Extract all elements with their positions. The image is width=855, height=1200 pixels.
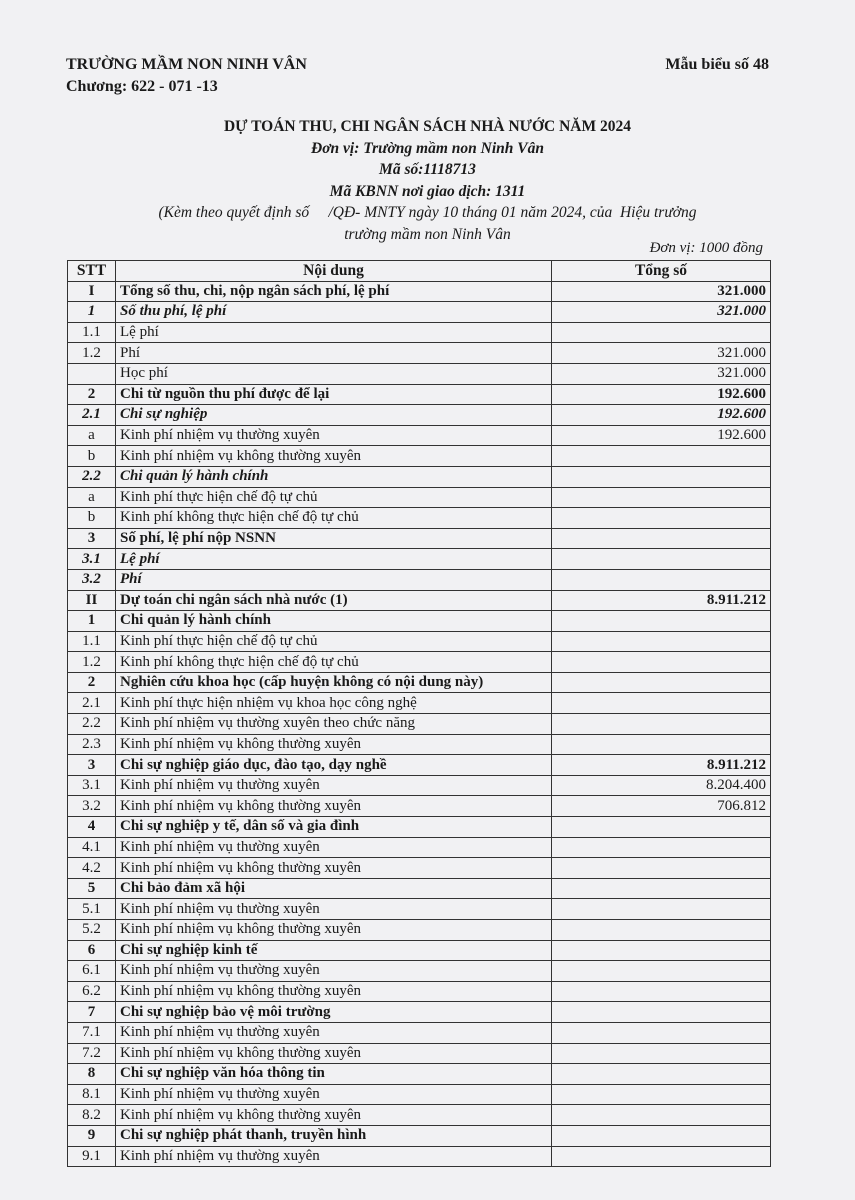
- table-row: [68, 817, 771, 838]
- row-content: Kinh phí nhiệm vụ không thường xuyên: [116, 1105, 552, 1126]
- row-content: Kinh phí nhiệm vụ thường xuyên: [116, 1084, 552, 1105]
- row-total: 192.600: [552, 405, 771, 426]
- chapter-code: Chương: 622 - 071 -13: [66, 78, 218, 95]
- row-content: Học phí: [116, 363, 552, 384]
- row-total: [552, 899, 771, 920]
- row-content: Chi sự nghiệp: [116, 405, 552, 426]
- row-total: [552, 878, 771, 899]
- header-stt: STT: [68, 261, 116, 282]
- table-row: [68, 508, 771, 529]
- row-stt: 7.1: [68, 1022, 116, 1043]
- row-total: [552, 981, 771, 1002]
- row-content: Kinh phí nhiệm vụ không thường xuyên: [116, 1043, 552, 1064]
- table-row: [68, 384, 771, 405]
- table-row: [68, 940, 771, 961]
- row-content: Chi bảo đảm xã hội: [116, 878, 552, 899]
- row-content: Chi sự nghiệp bảo vệ môi trường: [116, 1002, 552, 1023]
- table-row: [68, 775, 771, 796]
- row-content: Lệ phí: [116, 549, 552, 570]
- form-number: Mẫu biểu số 48: [665, 56, 769, 73]
- table-row: [68, 1064, 771, 1085]
- row-total: 192.600: [552, 384, 771, 405]
- row-total: [552, 817, 771, 838]
- row-stt: 5.1: [68, 899, 116, 920]
- row-content: Kinh phí nhiệm vụ thường xuyên: [116, 1022, 552, 1043]
- row-content: Kinh phí nhiệm vụ không thường xuyên: [116, 858, 552, 879]
- row-content: Chi sự nghiệp y tế, dân số và gia đình: [116, 817, 552, 838]
- row-stt: 9.1: [68, 1146, 116, 1167]
- row-stt: b: [68, 446, 116, 467]
- row-stt: 3.1: [68, 549, 116, 570]
- row-stt: 8.2: [68, 1105, 116, 1126]
- table-row: [68, 487, 771, 508]
- row-content: Kinh phí nhiệm vụ thường xuyên: [116, 425, 552, 446]
- row-content: Tổng số thu, chi, nộp ngân sách phí, lệ phí: [116, 281, 552, 302]
- row-stt: 5: [68, 878, 116, 899]
- row-stt: 7.2: [68, 1043, 116, 1064]
- row-stt: 2.2: [68, 714, 116, 735]
- table-row: [68, 446, 771, 467]
- row-content: Chi quản lý hành chính: [116, 611, 552, 632]
- row-total: 321.000: [552, 302, 771, 323]
- row-total: 8.911.212: [552, 755, 771, 776]
- row-content: Kinh phí thực hiện chế độ tự chủ: [116, 631, 552, 652]
- table-row: [68, 1084, 771, 1105]
- row-stt: 8.1: [68, 1084, 116, 1105]
- row-stt: 6.1: [68, 961, 116, 982]
- row-stt: a: [68, 425, 116, 446]
- row-content: Kinh phí nhiệm vụ thường xuyên: [116, 837, 552, 858]
- row-content: Kinh phí không thực hiện chế độ tự chủ: [116, 508, 552, 529]
- table-row: [68, 878, 771, 899]
- budget-table: [67, 260, 771, 1167]
- table-row: [68, 961, 771, 982]
- document-title: DỰ TOÁN THU, CHI NGÂN SÁCH NHÀ NƯỚC NĂM 2024: [223, 118, 632, 135]
- table-row: [68, 590, 771, 611]
- row-total: [552, 1002, 771, 1023]
- row-content: Chi sự nghiệp phát thanh, truyền hình: [116, 1125, 552, 1146]
- table-row: [68, 322, 771, 343]
- table-row: [68, 1043, 771, 1064]
- row-total: 8.204.400: [552, 775, 771, 796]
- row-content: Kinh phí nhiệm vụ thường xuyên: [116, 1146, 552, 1167]
- row-stt: 5.2: [68, 920, 116, 941]
- table-row: [68, 631, 771, 652]
- row-stt: 4: [68, 817, 116, 838]
- row-stt: 3.2: [68, 796, 116, 817]
- row-content: Chi quản lý hành chính: [116, 466, 552, 487]
- row-content: Lệ phí: [116, 322, 552, 343]
- row-content: Phí: [116, 343, 552, 364]
- row-total: [552, 322, 771, 343]
- row-total: [552, 858, 771, 879]
- row-total: [552, 652, 771, 673]
- row-content: Kinh phí nhiệm vụ thường xuyên: [116, 775, 552, 796]
- row-total: [552, 1125, 771, 1146]
- unit-name: Đơn vị: Trường mầm non Ninh Vân: [311, 139, 544, 157]
- row-total: [552, 940, 771, 961]
- table-row: [68, 1146, 771, 1167]
- table-row: [68, 528, 771, 549]
- row-total: [552, 446, 771, 467]
- row-content: Kinh phí thực hiện chế độ tự chủ: [116, 487, 552, 508]
- table-row: [68, 343, 771, 364]
- row-total: 321.000: [552, 281, 771, 302]
- table-row: [68, 837, 771, 858]
- row-content: Kinh phí nhiệm vụ thường xuyên: [116, 961, 552, 982]
- row-content: Kinh phí thực hiện nhiệm vụ khoa học công nghệ: [116, 693, 552, 714]
- row-stt: 2.1: [68, 693, 116, 714]
- row-content: Chi sự nghiệp văn hóa thông tin: [116, 1064, 552, 1085]
- row-total: [552, 1022, 771, 1043]
- row-total: [552, 487, 771, 508]
- row-stt: 2.1: [68, 405, 116, 426]
- row-content: Kinh phí nhiệm vụ không thường xuyên: [116, 796, 552, 817]
- row-total: [552, 508, 771, 529]
- row-content: Số phí, lệ phí nộp NSNN: [116, 528, 552, 549]
- row-total: [552, 611, 771, 632]
- row-content: Kinh phí nhiệm vụ không thường xuyên: [116, 920, 552, 941]
- table-row: [68, 1002, 771, 1023]
- table-row: [68, 796, 771, 817]
- row-total: [552, 734, 771, 755]
- table-row: [68, 899, 771, 920]
- table-row: [68, 1022, 771, 1043]
- row-total: [552, 920, 771, 941]
- row-total: [552, 714, 771, 735]
- row-stt: 1.1: [68, 322, 116, 343]
- treasury-code: Mã KBNN nơi giao dịch: 1311: [329, 182, 526, 200]
- row-content: Chi sự nghiệp giáo dục, đào tạo, dạy nghề: [116, 755, 552, 776]
- row-content: Kinh phí nhiệm vụ không thường xuyên: [116, 734, 552, 755]
- row-total: [552, 466, 771, 487]
- row-content: Kinh phí nhiệm vụ thường xuyên theo chức năng: [116, 714, 552, 735]
- row-stt: 3.2: [68, 569, 116, 590]
- row-total: [552, 961, 771, 982]
- row-stt: 1.2: [68, 652, 116, 673]
- table-row: [68, 652, 771, 673]
- row-total: [552, 1084, 771, 1105]
- decision-line-2: trường mầm non Ninh Vân: [344, 225, 511, 243]
- row-stt: 1.1: [68, 631, 116, 652]
- row-total: 192.600: [552, 425, 771, 446]
- table-row: [68, 611, 771, 632]
- row-stt: 6.2: [68, 981, 116, 1002]
- currency-unit: Đơn vị: 1000 đồng: [649, 240, 763, 256]
- row-total: 321.000: [552, 343, 771, 364]
- row-stt: 2: [68, 672, 116, 693]
- row-stt: 3: [68, 755, 116, 776]
- table-row: [68, 281, 771, 302]
- row-stt: 1: [68, 302, 116, 323]
- row-content: Phí: [116, 569, 552, 590]
- header-left: [66, 54, 307, 98]
- row-content: Kinh phí nhiệm vụ không thường xuyên: [116, 446, 552, 467]
- row-stt: [68, 363, 116, 384]
- table-row: [68, 549, 771, 570]
- row-stt: b: [68, 508, 116, 529]
- row-stt: 1.2: [68, 343, 116, 364]
- school-name: TRƯỜNG MẦM NON NINH VÂN: [66, 56, 307, 73]
- row-total: [552, 693, 771, 714]
- row-content: Số thu phí, lệ phí: [116, 302, 552, 323]
- row-content: Kinh phí nhiệm vụ không thường xuyên: [116, 981, 552, 1002]
- row-content: Dự toán chi ngân sách nhà nước (1): [116, 590, 552, 611]
- row-stt: 7: [68, 1002, 116, 1023]
- row-stt: 6: [68, 940, 116, 961]
- table-row: [68, 363, 771, 384]
- table-row: [68, 981, 771, 1002]
- row-stt: 9: [68, 1125, 116, 1146]
- title-block: [0, 116, 855, 245]
- table-row: [68, 714, 771, 735]
- row-content: Kinh phí nhiệm vụ thường xuyên: [116, 899, 552, 920]
- row-stt: 8: [68, 1064, 116, 1085]
- row-total: [552, 672, 771, 693]
- table-row: [68, 569, 771, 590]
- row-total: [552, 569, 771, 590]
- table-row: [68, 466, 771, 487]
- row-content: Kinh phí không thực hiện chế độ tự chủ: [116, 652, 552, 673]
- row-stt: I: [68, 281, 116, 302]
- row-total: [552, 1105, 771, 1126]
- table-row: [68, 755, 771, 776]
- table-row: [68, 302, 771, 323]
- row-content: Nghiên cứu khoa học (cấp huyện không có nội dung này): [116, 672, 552, 693]
- table-row: [68, 693, 771, 714]
- row-total: 321.000: [552, 363, 771, 384]
- table-row: [68, 858, 771, 879]
- row-total: [552, 1064, 771, 1085]
- row-stt: a: [68, 487, 116, 508]
- row-total: [552, 528, 771, 549]
- table-row: [68, 425, 771, 446]
- table-header-row: [68, 261, 771, 282]
- header-content: Nội dung: [116, 261, 552, 282]
- decision-line-1: (Kèm theo quyết định số /QĐ- MNTY ngày 10 tháng 01 năm 2024, của Hiệu trưởng: [158, 204, 697, 221]
- row-content: Chi từ nguồn thu phí được để lại: [116, 384, 552, 405]
- table-row: [68, 920, 771, 941]
- row-total: [552, 631, 771, 652]
- row-stt: II: [68, 590, 116, 611]
- table-row: [68, 734, 771, 755]
- table-row: [68, 672, 771, 693]
- row-stt: 1: [68, 611, 116, 632]
- row-total: [552, 1146, 771, 1167]
- row-total: [552, 837, 771, 858]
- row-total: [552, 1043, 771, 1064]
- row-stt: 3: [68, 528, 116, 549]
- row-stt: 4.1: [68, 837, 116, 858]
- table-row: [68, 1125, 771, 1146]
- row-stt: 2.2: [68, 466, 116, 487]
- row-total: 8.911.212: [552, 590, 771, 611]
- unit-code: Mã số:1118713: [379, 161, 476, 178]
- header-total: Tổng số: [552, 261, 771, 282]
- row-stt: 3.1: [68, 775, 116, 796]
- row-stt: 2.3: [68, 734, 116, 755]
- row-total: [552, 549, 771, 570]
- row-content: Chi sự nghiệp kinh tế: [116, 940, 552, 961]
- row-stt: 2: [68, 384, 116, 405]
- row-total: 706.812: [552, 796, 771, 817]
- table-row: [68, 405, 771, 426]
- table-row: [68, 1105, 771, 1126]
- row-stt: 4.2: [68, 858, 116, 879]
